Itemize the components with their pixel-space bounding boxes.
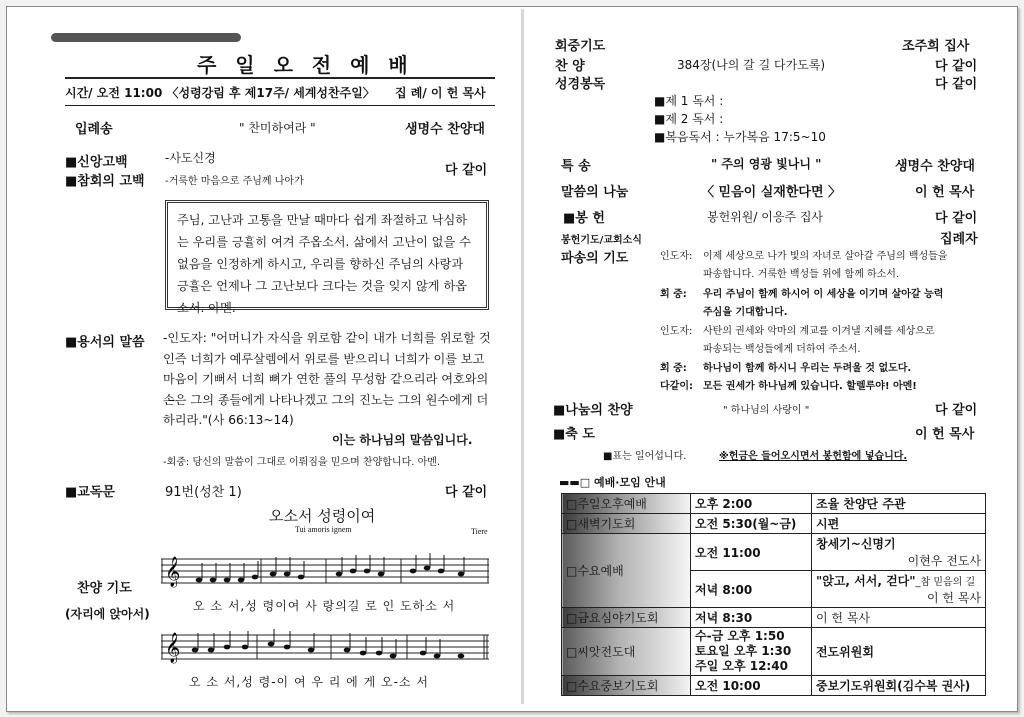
page-title: 주 일 오 전 예 배	[197, 53, 414, 77]
benediction-by: 이 헌 목사	[915, 427, 975, 442]
sending-who-4: 회 중:	[660, 363, 687, 374]
reading-gospel: ■복음독서 : 누가복음 17:5~10	[654, 130, 826, 144]
reading-1: ■제 1 독서 :	[654, 94, 724, 108]
confession-value: -거룩한 마음으로 주님께 나아가	[165, 176, 304, 187]
creed-value: -사도신경	[165, 151, 216, 165]
music-staff-1	[161, 553, 491, 589]
service-time: 시간/ 오전 11:00 〈성령강림 후 제17주/ 세계성찬주일〉	[65, 86, 375, 100]
sending-cont-3: 파송되는 백성들에게 더하여 주소서.	[703, 344, 861, 355]
divider	[65, 77, 495, 79]
schedule-name: □수요예배	[562, 534, 691, 608]
table-row	[562, 514, 986, 534]
hymn-label: 찬양 기도	[77, 581, 132, 596]
schedule-info-cell	[812, 534, 986, 571]
table-row	[562, 494, 986, 514]
closing-hymn-by: 다 같이	[935, 403, 978, 418]
presider: 집 례/ 이 헌 목사	[395, 86, 486, 100]
confession-label: ■참회의 고백	[65, 174, 145, 189]
schedule-time: 주일 오후 12:40	[695, 659, 788, 673]
hymn-sublabel: (자리에 앉아서)	[65, 607, 150, 621]
entrance-song: " 찬미하여라 "	[239, 121, 316, 135]
congregation-prayer-label: 회중기도	[555, 39, 606, 54]
entrance-by: 생명수 찬양대	[405, 122, 485, 137]
schedule-info-cell	[812, 571, 986, 608]
table-row	[562, 628, 986, 676]
schedule-time: 오후 2:00	[691, 494, 812, 514]
music-staff-2	[161, 629, 491, 665]
schedule-name: □주일오후예배	[562, 494, 691, 514]
notice-by: 집례자	[940, 232, 978, 247]
schedule-info: 창세기~신명기	[816, 537, 896, 551]
sending-cont-2: 주심을 기대합니다.	[703, 307, 788, 318]
hymn-title: 오소서 성령이여	[269, 507, 376, 525]
schedule-name: □새벽기도회	[562, 514, 691, 534]
schedule-time: 수-금 오후 1:50	[695, 629, 785, 643]
sending-who-3: 인도자:	[660, 326, 693, 337]
scripture-label: 성경봉독	[555, 77, 606, 92]
hymn-subtitle: Tui amoris ignem	[295, 525, 352, 534]
schedule-info: "앉고, 서서, 걷다"	[816, 574, 916, 588]
closing-hymn-label: ■나눔의 찬양	[553, 403, 633, 418]
closing-hymn-value: " 하나님의 사랑이 "	[723, 405, 810, 416]
bulletin-sheet	[6, 6, 1018, 712]
anthem-by: 생명수 찬양대	[895, 159, 975, 174]
schedule-info-person: 이 헌 목사	[927, 591, 981, 605]
responsive-value: 91번(성찬 1)	[165, 485, 242, 500]
schedule-time-cell	[691, 628, 812, 676]
schedule-info: 전도위원회	[812, 628, 986, 676]
footnote-stand: ■표는 일어섭니다.	[603, 451, 687, 462]
notice-label: 봉헌기도/교회소식	[561, 235, 642, 246]
page-divider	[521, 9, 524, 704]
schedule-time: 저녁 8:00	[691, 571, 812, 608]
schedule-time: 오전 5:30(월~금)	[691, 514, 812, 534]
hymn-lyric-1: 오 소 서,성 령이여 사 랑의길 로 인 도하소 서	[193, 599, 456, 613]
schedule-name: □수요중보기도회	[562, 676, 691, 696]
schedule-name: □금요심야기도회	[562, 608, 691, 628]
schedule-info: 이 헌 목사	[812, 608, 986, 628]
offering-by: 다 같이	[935, 211, 978, 226]
pardon-response: -회중: 당신의 말씀이 그대로 이뤄짐을 믿으며 찬양합니다. 아멘.	[163, 457, 441, 468]
schedule-info: 시편	[812, 514, 986, 534]
svg-text:𝄞: 𝄞	[165, 557, 181, 587]
responsive-all: 다 같이	[445, 485, 488, 500]
congregation-prayer-by: 조주희 집사	[902, 39, 970, 54]
sending-who-1: 인도자:	[660, 251, 693, 262]
praise-label: 찬 양	[555, 59, 585, 74]
schedule-info: 중보기도위원회(김수복 권사)	[812, 676, 986, 696]
sending-text-1: 이제 세상으로 나가 빛의 자녀로 살아갈 주님의 백성들을	[703, 251, 948, 262]
footnote-offering: ※헌금은 들어오시면서 봉헌함에 넣습니다.	[719, 451, 908, 462]
hymn-composer: Tiere	[471, 527, 488, 536]
schedule-time: 토요일 오후 1:30	[695, 644, 792, 658]
pardon-label: ■용서의 말씀	[65, 335, 145, 350]
sermon-label: 말씀의 나눔	[561, 185, 629, 200]
praise-by: 다 같이	[935, 59, 978, 74]
sermon-title: 〈 믿음이 실재한다면 〉	[701, 185, 842, 200]
responsive-label: ■교독문	[65, 485, 115, 500]
table-row	[562, 534, 986, 571]
sending-text-3: 사탄의 권세와 악마의 계교를 이겨낼 지혜를 세상으로	[703, 326, 935, 337]
schedule-time: 오전 10:00	[691, 676, 812, 696]
sermon-by: 이 헌 목사	[915, 185, 975, 200]
hymn-lyric-2: 오 소 서,성 령-이 여 우 리 에 게 오-소 서	[189, 675, 429, 689]
schedule-time: 오전 11:00	[691, 534, 812, 571]
praise-value: 384장(나의 갈 길 다가도록)	[677, 58, 826, 72]
confession-prayer-box: 주님, 고난과 고통을 만날 때마다 쉽게 좌절하고 낙심하는 우리를 긍휼히 여겨 주옵소서. 삶에서 고난이 없을 수 없음을 인정하게 하시고, 우리를 향하신 주님의 사랑과 긍휼은 언제나 그 고난보다 크다는 것을 잊지 않게 하옵소서. 아멘.	[165, 200, 489, 310]
sending-text-4: 하나님이 함께 하시니 우리는 두려울 것 없도다.	[703, 363, 912, 374]
offering-value: 봉헌위원/ 이응주 집사	[707, 210, 824, 224]
reading-2: ■제 2 독서 :	[654, 112, 724, 126]
schedule-info: 조율 찬양단 주관	[812, 494, 986, 514]
sending-who-2: 회 중:	[660, 289, 687, 300]
table-row	[562, 608, 986, 628]
sending-label: 파송의 기도	[561, 251, 629, 266]
anthem-value: " 주의 영광 빛나니 "	[711, 157, 822, 171]
schedule-table	[561, 493, 986, 696]
svg-text:𝄞: 𝄞	[165, 633, 181, 663]
schedule-info-sub: _참 믿음의 길	[915, 577, 976, 588]
sending-text-2: 우리 주님이 함께 하시어 이 세상을 이기며 살아갈 능력	[703, 289, 944, 300]
schedule-name: □씨앗전도대	[562, 628, 691, 676]
confession-all: 다 같이	[445, 163, 488, 178]
entrance-label: 입례송	[75, 122, 113, 137]
schedule-time: 저녁 8:30	[691, 608, 812, 628]
benediction-label: ■축 도	[553, 427, 595, 442]
sending-cont-1: 파송합니다. 거룩한 백성들 위에 함께 하소서.	[703, 269, 900, 280]
table-row	[562, 676, 986, 696]
creed-label: ■신앙고백	[65, 155, 128, 170]
pardon-text: -인도자: "어머니가 자식을 위로함 같이 내가 너희를 위로할 것인즉 너희가 예루살렘에서 위로를 받으리니 너희가 이를 보고 마음이 기뻐서 너희 뼈가 연한 풀의 무성함 같으리라 여호와의 손은 그의 종들에게 나타나겠고 그의 진노는 그의 원수에게 더하리라."(사 66:13~14)	[163, 331, 491, 427]
decorative-bar	[51, 33, 241, 42]
schedule-header: ▬▬□ 예배·모임 안내	[559, 476, 666, 489]
offering-label: ■봉 헌	[563, 211, 605, 226]
schedule-info-person: 이현우 전도사	[907, 554, 981, 568]
pardon-closing: 이는 하나님의 말씀입니다.	[332, 433, 473, 447]
sending-text-5: 모든 권세가 하나님께 있습니다. 할렐루야! 아멘!	[703, 381, 917, 392]
sending-who-5: 다같이:	[660, 381, 693, 392]
scripture-by: 다 같이	[935, 77, 978, 92]
divider	[65, 105, 495, 106]
anthem-label: 특 송	[561, 159, 591, 174]
